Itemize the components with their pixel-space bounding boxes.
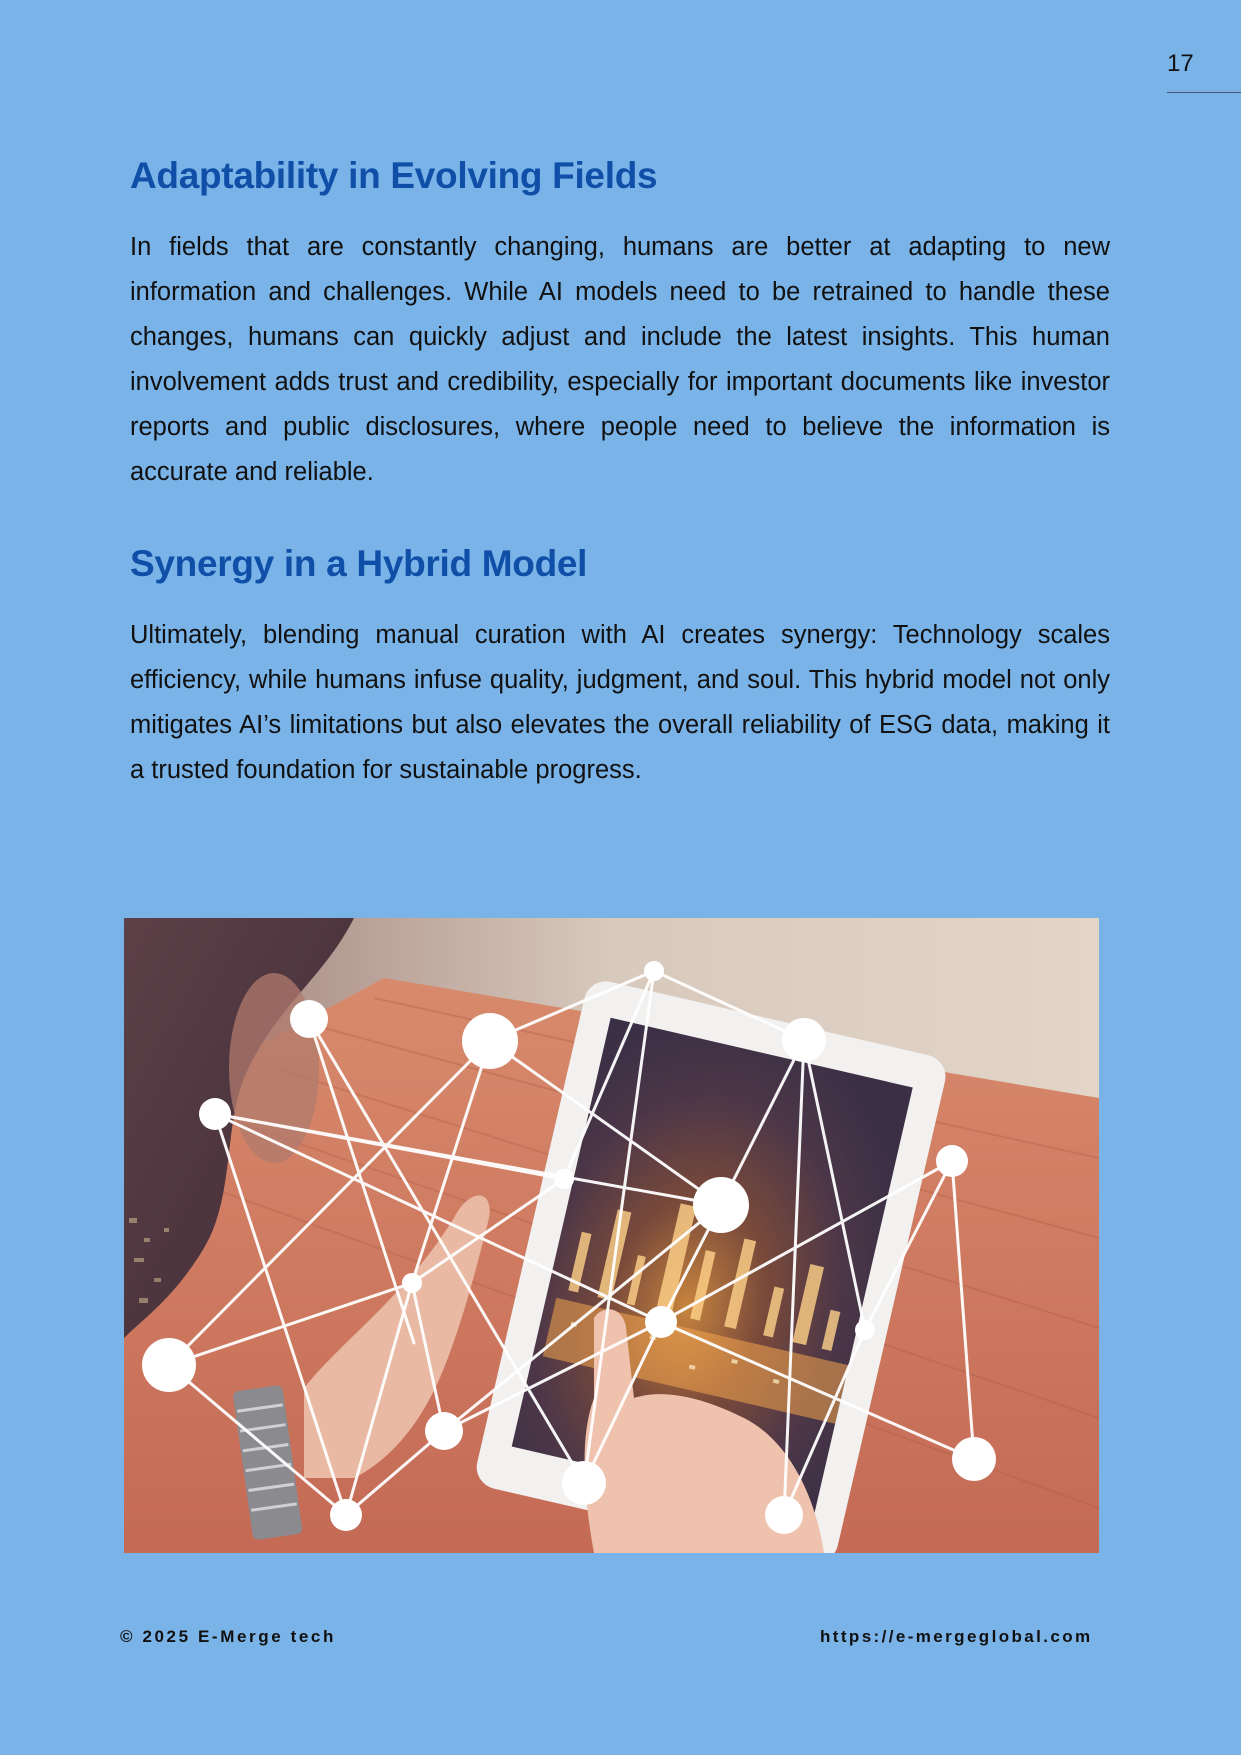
- section-body-synergy: Ultimately, blending manual curation with AI creates synergy: Technology scales efficiency, while humans infuse quality, judgment, and soul. This hybrid model not only mitigates AI’s limitations but also elevates the overall reliability of ESG data, making it a trusted foundation for sustainable progress.: [130, 621, 1110, 784]
- section-heading-synergy: Synergy in a Hybrid Model: [130, 543, 588, 584]
- tablet-network-photo: [124, 918, 1099, 1553]
- section-body-adaptability: In fields that are constantly changing, humans are better at adapting to new information and challenges. While AI models need to be retrained to handle these changes, humans can quickly adjust and include the latest insights. This human involvement adds trust and credibility, especially for important documents like investor reports and public disclosures, where people need to believe the information is accurate and reliable.: [130, 233, 1110, 486]
- footer-url[interactable]: https://e-mergeglobal.com: [820, 1627, 1093, 1646]
- main-content: [130, 155, 1110, 793]
- network-illustration: [124, 918, 1099, 1553]
- section-heading-adaptability: Adaptability in Evolving Fields: [130, 155, 658, 196]
- footer-copyright: © 2025 E-Merge tech: [120, 1627, 336, 1646]
- page-number: 17: [1167, 50, 1194, 77]
- page-number-rule: [1167, 92, 1241, 93]
